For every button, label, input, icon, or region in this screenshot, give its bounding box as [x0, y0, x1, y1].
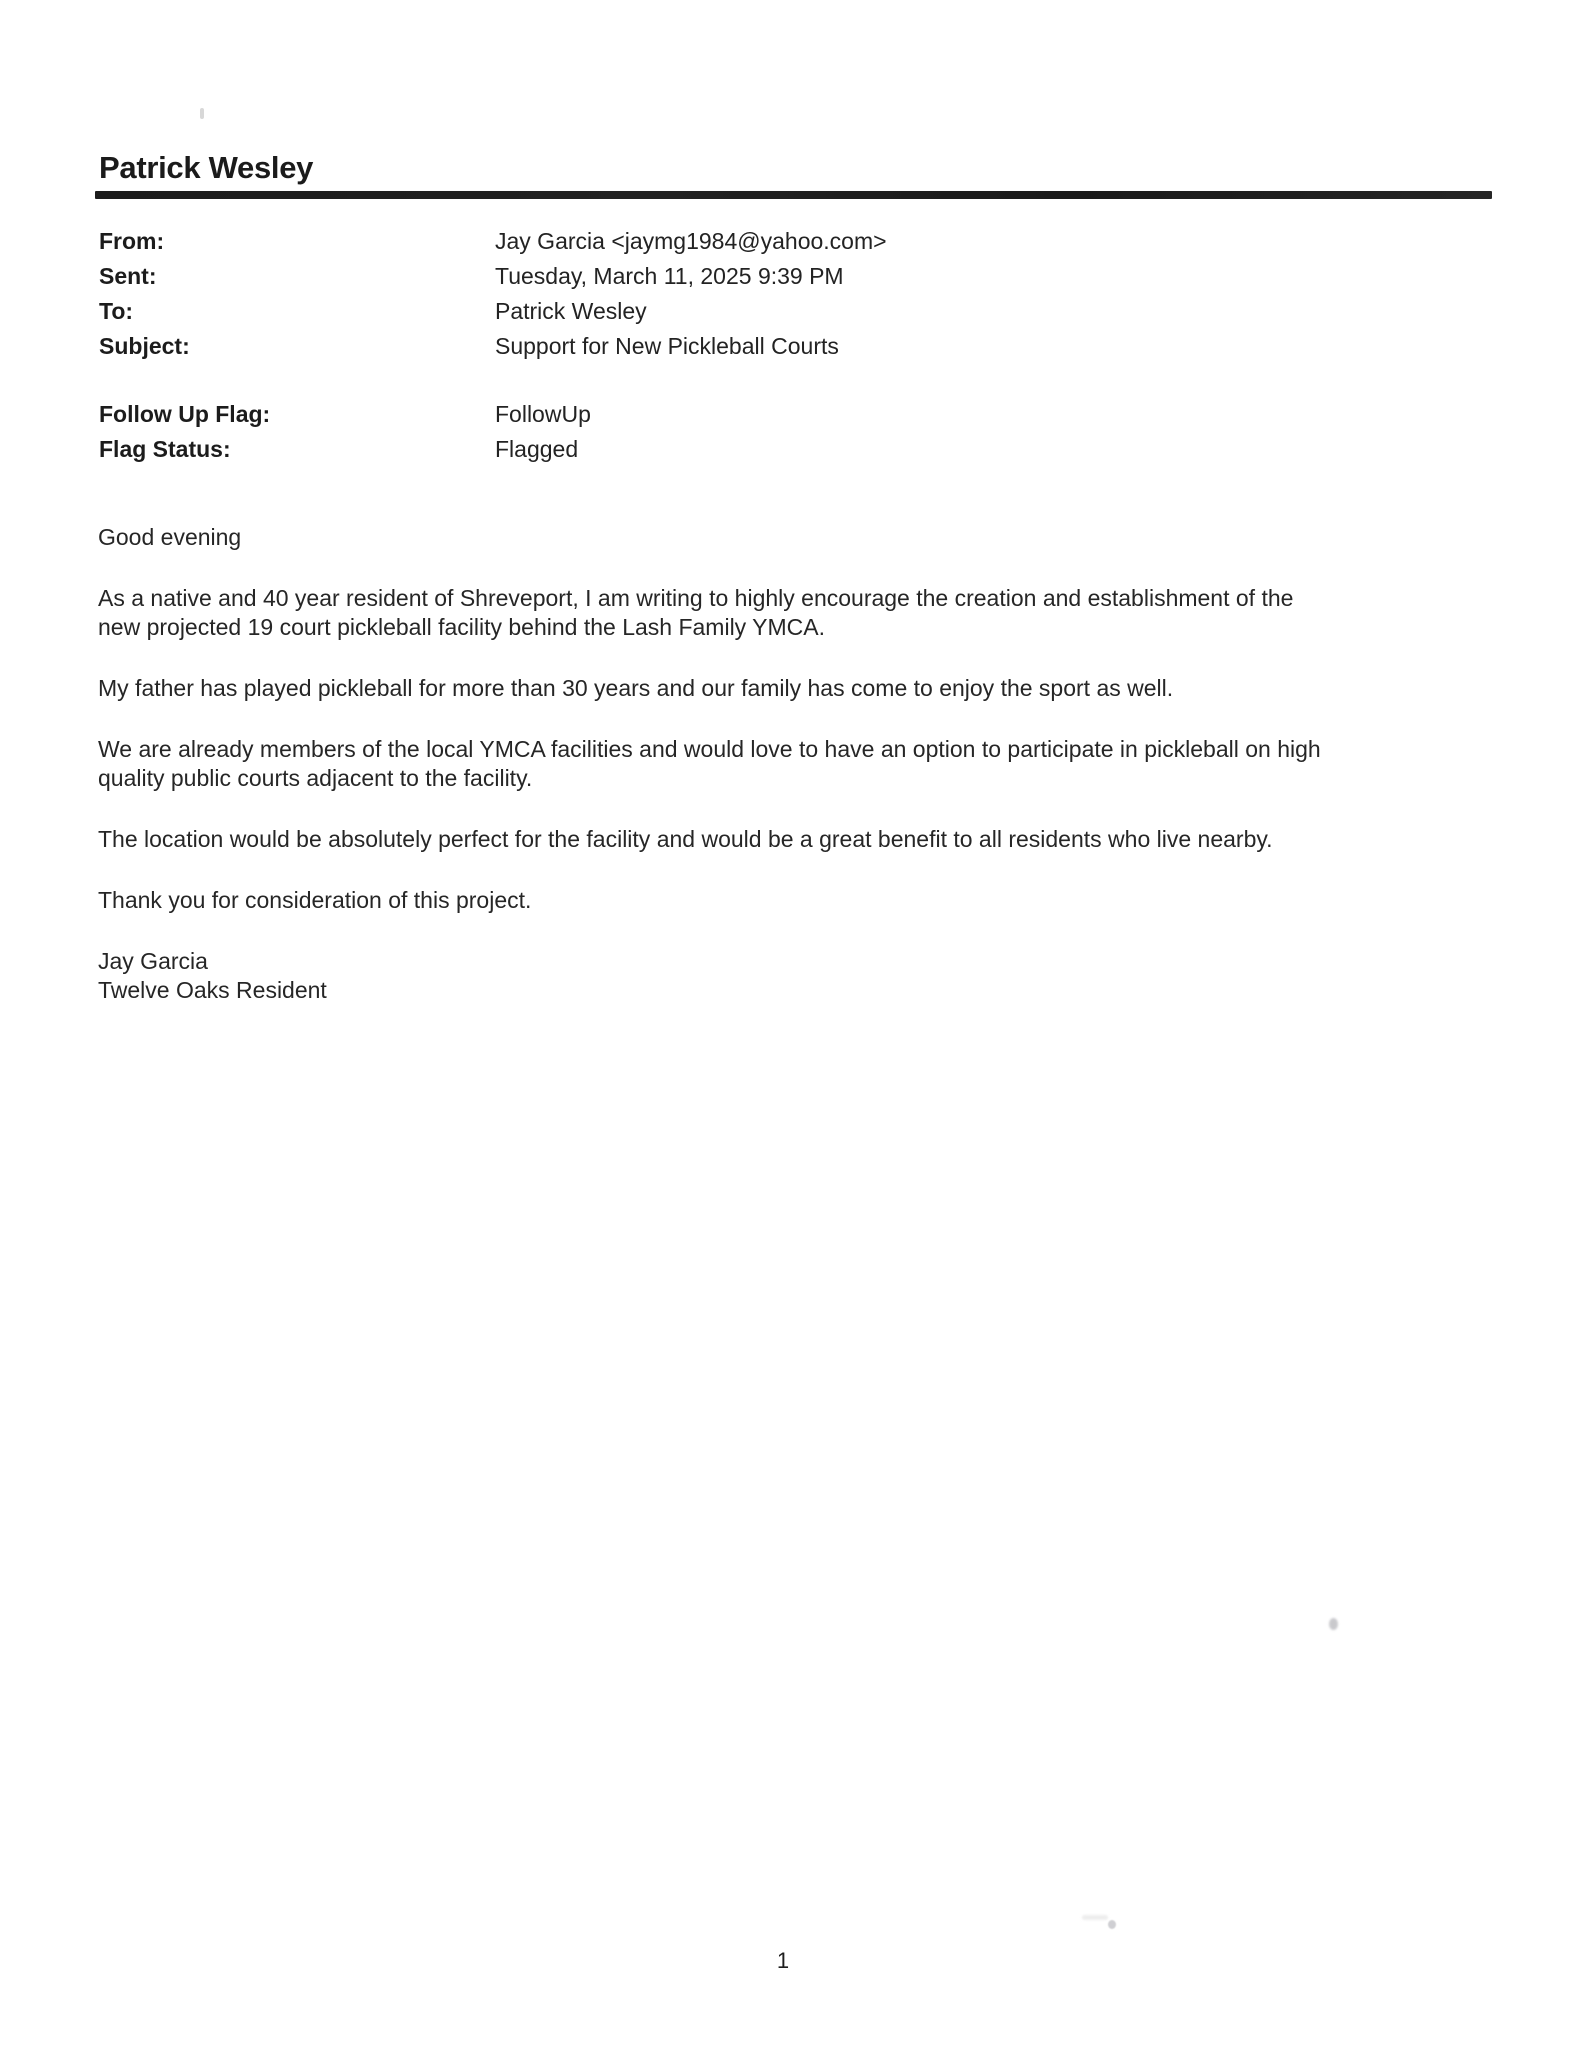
meta-label-to: To:	[99, 298, 134, 324]
greeting-paragraph	[98, 523, 1538, 552]
meta-row-follow-up-flag	[99, 397, 591, 432]
meta-value-flag-status: Flagged	[495, 436, 579, 462]
body-line: quality public courts adjacent to the facility.	[98, 765, 533, 791]
meta-label-follow-up-flag: Follow Up Flag:	[99, 401, 271, 427]
meta-row-subject	[99, 329, 887, 364]
meta-value-sent: Tuesday, March 11, 2025 9:39 PM	[495, 263, 844, 289]
meta-label-subject: Subject:	[99, 333, 190, 359]
body-paragraph	[98, 584, 1538, 642]
meta-label-flag-status: Flag Status:	[99, 436, 231, 462]
body-line: As a native and 40 year resident of Shreveport, I am writing to highly encourage the creation and establishment of the	[98, 585, 1294, 611]
meta-value-subject: Support for New Pickleball Courts	[495, 333, 839, 359]
body-line: We are already members of the local YMCA facilities and would love to have an option to participate in pickleball on high	[98, 736, 1321, 762]
meta-row-sent	[99, 259, 887, 294]
email-body	[98, 523, 1538, 1037]
page-number: 1	[776, 1948, 790, 1973]
signature-title: Twelve Oaks Resident	[98, 977, 327, 1003]
greeting-line: Good evening	[98, 524, 242, 550]
signature-name: Jay Garcia	[98, 948, 208, 974]
meta-row-flag-status	[99, 432, 591, 467]
scan-artifact-speck	[200, 108, 204, 119]
email-meta-block	[99, 224, 887, 364]
body-paragraph	[98, 886, 1538, 915]
body-line: My father has played pickleball for more than 30 years and our family has come to enjoy the sport as well.	[98, 675, 1174, 701]
scan-artifact-speck	[1329, 1618, 1338, 1630]
body-paragraph	[98, 674, 1538, 703]
recipient-name-heading: Patrick Wesley	[99, 150, 314, 185]
scan-artifact-speck	[1082, 1915, 1108, 1920]
meta-label-sent: Sent:	[99, 263, 157, 289]
body-line: The location would be absolutely perfect for the facility and would be a great benefit to all residents who live nearby.	[98, 826, 1273, 852]
body-paragraph	[98, 735, 1538, 793]
header-divider-rule	[95, 191, 1492, 199]
body-line: Thank you for consideration of this project.	[98, 887, 532, 913]
scan-artifact-speck	[1108, 1920, 1116, 1929]
email-flag-block	[99, 397, 591, 467]
meta-value-from: Jay Garcia <jaymg1984@yahoo.com>	[495, 228, 887, 254]
signature-block	[98, 947, 1538, 1005]
body-paragraph	[98, 825, 1538, 854]
meta-row-from	[99, 224, 887, 259]
meta-label-from: From:	[99, 228, 165, 254]
meta-value-to: Patrick Wesley	[495, 298, 647, 324]
body-line: new projected 19 court pickleball facility behind the Lash Family YMCA.	[98, 614, 825, 640]
meta-value-follow-up-flag: FollowUp	[495, 401, 591, 427]
meta-row-to	[99, 294, 887, 329]
